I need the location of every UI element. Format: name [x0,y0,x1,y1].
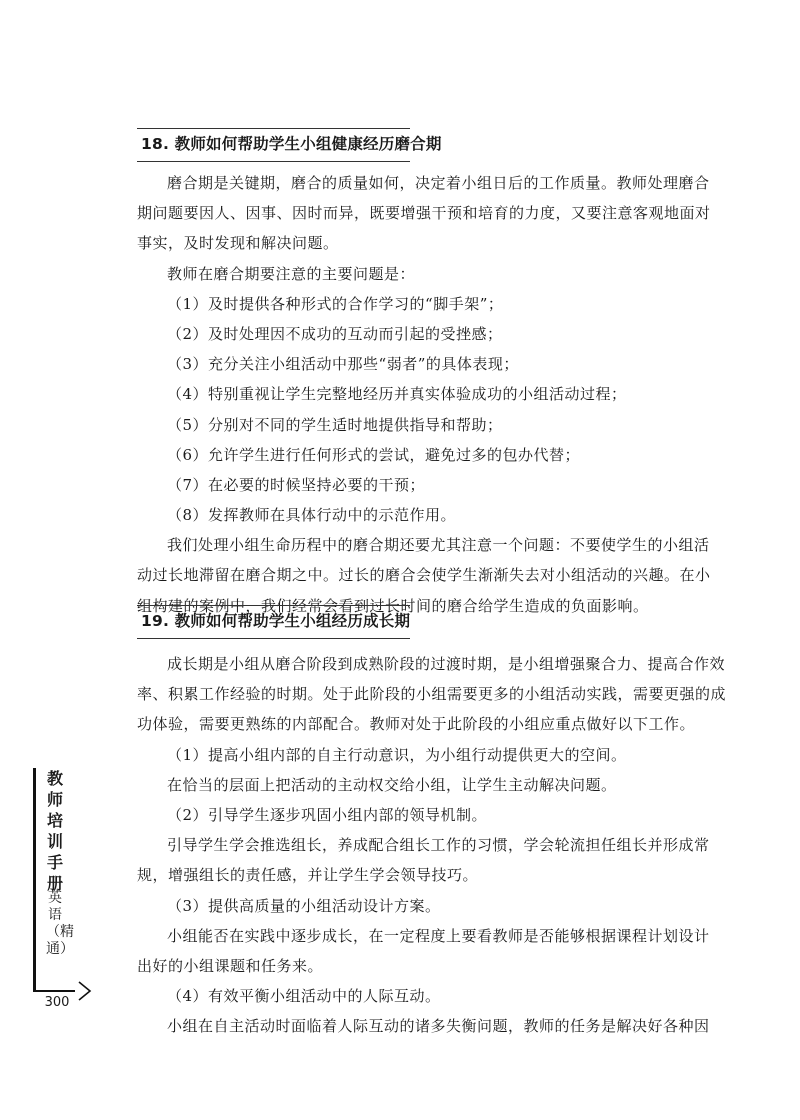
book-subtitle-vertical: 英语（精通） [46,890,74,957]
heading-rule-bottom [137,638,410,639]
paragraph-line: 我们处理小组生命历程中的磨合期还要尤其注意一个问题：不要使学生的小组活 [167,536,710,555]
list-item: （1）及时提供各种形式的合作学习的“脚手架”； [167,294,504,313]
paragraph-line: 磨合期是关键期，磨合的质量如何，决定着小组日后的工作质量。教师处理磨合 [167,174,710,192]
book-title-vertical: 教师培训手册 [46,769,63,893]
list-item: （8）发挥教师在具体行动中的示范作用。 [167,506,457,525]
section-18-heading [137,128,442,162]
heading-rule-bottom [137,161,410,162]
paragraph-line: 规，增强组长的责任感，并让学生学会领导技巧。 [137,866,479,885]
paragraph-line: 功体验，需要更熟练的内部配合。教师对处于此阶段的小组应重点做好以下工作。 [137,715,696,734]
paragraph-line: 在恰当的层面上把活动的主动权交给小组，让学生主动解决问题。 [167,775,617,794]
side-tab-base-rule [33,990,75,992]
list-item: （4）特别重视让学生完整地经历并真实体验成功的小组活动过程； [167,385,627,404]
section-19-body [137,649,727,1041]
list-item: （6）允许学生进行任何形式的尝试，避免过多的包办代替； [167,445,581,464]
paragraph-line: 小组能否在实践中逐步成长，在一定程度上要看教师是否能够根据课程计划设计 [167,926,710,945]
paragraph-line: 事实，及时发现和解决问题。 [137,234,339,253]
paragraph-line: 引导学生学会推选组长，养成配合组长工作的习惯，学会轮流担任组长并形成常 [167,836,710,855]
page-number: 300 [44,995,70,1010]
paragraph-line: 小组在自主活动时面临着人际互动的诸多失衡问题，教师的任务是解决好各种因 [167,1017,710,1036]
paragraph-line: 期问题要因人、因事、因时而异，既要增强干预和培育的力度，又要注意客观地面对 [137,204,711,223]
list-item: （2）及时处理因不成功的互动而引起的受挫感； [167,324,503,343]
list-item: （1）提高小组内部的自主行动意识，为小组行动提供更大的空间。 [167,745,627,764]
side-tab-rule [33,768,36,992]
list-item: （5）分别对不同的学生适时地提供指导和帮助； [167,415,503,434]
list-item: （4）有效平衡小组活动中的人际互动。 [167,987,441,1006]
paragraph-line: 成长期是小组从磨合阶段到成熟阶段的过渡时期，是小组增强聚合力、提高合作效 [167,655,726,673]
list-item: （7）在必要的时候坚持必要的干预； [167,475,426,494]
section-18-title: 18. 教师如何帮助学生小组健康经历磨合期 [141,135,442,153]
paragraph-line: 出好的小组课题和任务来。 [137,956,324,975]
side-tab [33,768,93,1008]
list-item: （3）充分关注小组活动中那些“弱者”的具体表现； [167,355,519,374]
section-19-title: 19. 教师如何帮助学生小组经历成长期 [141,612,411,630]
section-19-heading [137,605,410,639]
list-item: （2）引导学生逐步巩固小组内部的领导机制。 [167,805,488,824]
paragraph-line: 组构建的案例中，我们经常会看到过长时间的磨合给学生造成的负面影响。 [137,596,649,615]
list-item: （3）提供高质量的小组活动设计方案。 [167,896,441,915]
section-18-body [137,168,711,621]
paragraph-line: 教师在磨合期要注意的主要问题是： [167,264,416,283]
paragraph-line: 动过长地滞留在磨合期之中。过长的磨合会使学生渐渐失去对小组活动的兴趣。在小 [137,566,711,585]
paragraph-line: 率、积累工作经验的时期。处于此阶段的小组需要更多的小组活动实践，需要更强的成 [137,685,727,704]
